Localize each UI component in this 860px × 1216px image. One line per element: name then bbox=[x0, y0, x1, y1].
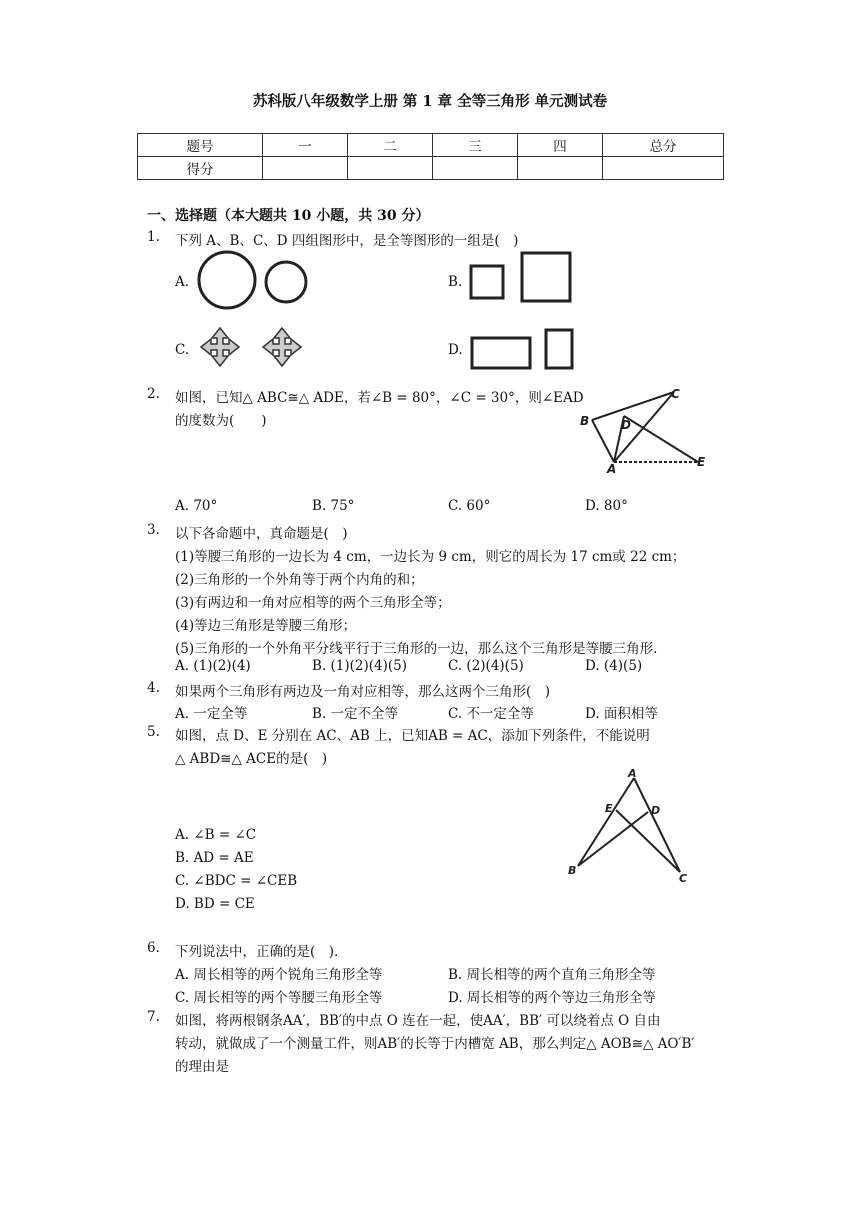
option-c[interactable]: C. (2)(4)(5) bbox=[448, 658, 524, 674]
point-label: A bbox=[628, 767, 637, 780]
table-cell: 题号 bbox=[138, 134, 263, 157]
small-square-shape bbox=[471, 266, 503, 298]
point-label: C bbox=[679, 872, 688, 885]
option-b[interactable]: B. 一定不全等 bbox=[312, 706, 399, 722]
arrow-cross-shape bbox=[201, 328, 239, 366]
section-heading: 一、选择题（本大题共 10 小题，共 30 分） bbox=[147, 208, 430, 224]
option-label[interactable]: C. bbox=[175, 342, 190, 358]
option-label[interactable]: A. bbox=[175, 274, 190, 290]
question-stem: 如图，将两根钢条AA′，BB′的中点 O 连在一起，使AA′，BB′ 可以绕着点 O 自由 bbox=[175, 1013, 661, 1029]
table-cell: 四 bbox=[518, 134, 603, 157]
question-stem-continued: 的理由是 bbox=[175, 1059, 229, 1075]
score-input-cell[interactable] bbox=[518, 157, 603, 180]
question-number: 4. bbox=[147, 680, 160, 696]
q1-option-c-figure bbox=[194, 326, 314, 370]
arrow-cross-shape bbox=[263, 328, 301, 366]
option-b[interactable]: B. 75° bbox=[312, 498, 355, 514]
horizontal-rectangle-shape bbox=[472, 338, 530, 368]
point-label: B bbox=[568, 864, 577, 877]
question-number: 5. bbox=[147, 724, 160, 740]
statement-item: (5)三角形的一个外角平分线平行于三角形的一边，那么这个三角形是等腰三角形. bbox=[175, 641, 658, 657]
point-label: E bbox=[697, 455, 706, 469]
option-a[interactable]: A. (1)(2)(4) bbox=[175, 658, 251, 674]
question-stem: 如图，已知△ ABC≅△ ADE，若∠B = 80°，∠C = 30°，则∠EAD bbox=[175, 390, 584, 406]
question-number: 2. bbox=[147, 386, 160, 402]
option-label[interactable]: D. bbox=[448, 342, 463, 358]
q2-triangle-figure bbox=[574, 382, 714, 474]
page-title: 苏科版八年级数学上册 第 1 章 全等三角形 单元测试卷 bbox=[252, 93, 608, 110]
score-input-cell[interactable] bbox=[348, 157, 433, 180]
q1-option-a-figure bbox=[192, 250, 312, 312]
q1-option-b-figure bbox=[466, 250, 578, 306]
option-d[interactable]: D. BD = CE bbox=[175, 896, 255, 912]
question-number: 1. bbox=[147, 229, 160, 245]
question-stem: 以下各命题中，真命题是( ) bbox=[175, 526, 348, 542]
option-d[interactable]: D. 80° bbox=[585, 498, 628, 514]
question-stem: 下列 A、B、C、D 四组图形中，是全等图形的一组是( ) bbox=[175, 233, 519, 249]
point-label: A bbox=[607, 462, 617, 474]
table-cell: 总分 bbox=[603, 134, 724, 157]
option-c[interactable]: C. 不一定全等 bbox=[448, 706, 534, 722]
score-input-cell[interactable] bbox=[263, 157, 348, 180]
point-label: E bbox=[605, 802, 613, 815]
score-table-header-row bbox=[138, 134, 724, 157]
option-b[interactable]: B. 周长相等的两个直角三角形全等 bbox=[448, 967, 656, 983]
q1-option-d-figure bbox=[466, 326, 582, 374]
table-cell: 一 bbox=[263, 134, 348, 157]
score-table bbox=[137, 133, 724, 180]
question-number: 3. bbox=[147, 522, 160, 538]
option-d[interactable]: D. 面积相等 bbox=[585, 706, 658, 722]
option-a[interactable]: A. ∠B = ∠C bbox=[175, 827, 257, 843]
small-circle-shape bbox=[266, 262, 306, 302]
statement-item: (1)等腰三角形的一边长为 4 cm，一边长为 9 cm，则它的周长为 17 cm或 22 cm； bbox=[175, 549, 686, 565]
option-a[interactable]: A. 周长相等的两个锐角三角形全等 bbox=[175, 967, 383, 983]
q5-triangle-figure bbox=[562, 764, 702, 888]
question-stem-continued: 转动，就做成了一个测量工件，则AB′的长等于内槽宽 AB，那么判定△ AOB≅△ AO′B′ bbox=[175, 1036, 695, 1052]
score-input-cell[interactable] bbox=[603, 157, 724, 180]
vertical-rectangle-shape bbox=[546, 330, 572, 368]
question-number: 6. bbox=[147, 940, 160, 956]
option-c[interactable]: C. ∠BDC = ∠CEB bbox=[175, 873, 298, 889]
statement-item: (3)有两边和一角对应相等的两个三角形全等； bbox=[175, 595, 451, 611]
option-label[interactable]: B. bbox=[448, 274, 463, 290]
statement-item: (4)等边三角形是等腰三角形； bbox=[175, 618, 357, 634]
question-stem-continued: △ ABD≅△ ACE的是( ) bbox=[175, 751, 328, 767]
option-b[interactable]: B. (1)(2)(4)(5) bbox=[312, 658, 407, 674]
score-input-cell[interactable] bbox=[433, 157, 518, 180]
option-c[interactable]: C. 60° bbox=[448, 498, 491, 514]
question-stem: 下列说法中，正确的是( ). bbox=[175, 944, 339, 960]
option-d[interactable]: D. 周长相等的两个等边三角形全等 bbox=[448, 990, 656, 1006]
option-a[interactable]: A. 一定全等 bbox=[175, 706, 248, 722]
point-label: D bbox=[621, 418, 631, 432]
large-square-shape bbox=[522, 253, 570, 301]
option-c[interactable]: C. 周长相等的两个等腰三角形全等 bbox=[175, 990, 383, 1006]
statement-item: (2)三角形的一个外角等于两个内角的和； bbox=[175, 572, 424, 588]
question-stem: 如图，点 D、E 分别在 AC、AB 上，已知AB = AC，添加下列条件，不能说明 bbox=[175, 728, 650, 744]
option-a[interactable]: A. 70° bbox=[175, 498, 218, 514]
table-cell: 得分 bbox=[138, 157, 263, 180]
question-number: 7. bbox=[147, 1009, 160, 1025]
point-label: D bbox=[651, 804, 661, 817]
option-d[interactable]: D. (4)(5) bbox=[585, 658, 643, 674]
question-stem-continued: 的度数为( ) bbox=[175, 413, 267, 429]
question-stem: 如果两个三角形有两边及一角对应相等，那么这两个三角形( ) bbox=[175, 684, 551, 700]
large-circle-shape bbox=[199, 252, 255, 308]
point-label: C bbox=[671, 387, 680, 401]
score-table-score-row bbox=[138, 157, 724, 180]
table-cell: 二 bbox=[348, 134, 433, 157]
table-cell: 三 bbox=[433, 134, 518, 157]
option-b[interactable]: B. AD = AE bbox=[175, 850, 254, 866]
point-label: B bbox=[580, 414, 590, 428]
